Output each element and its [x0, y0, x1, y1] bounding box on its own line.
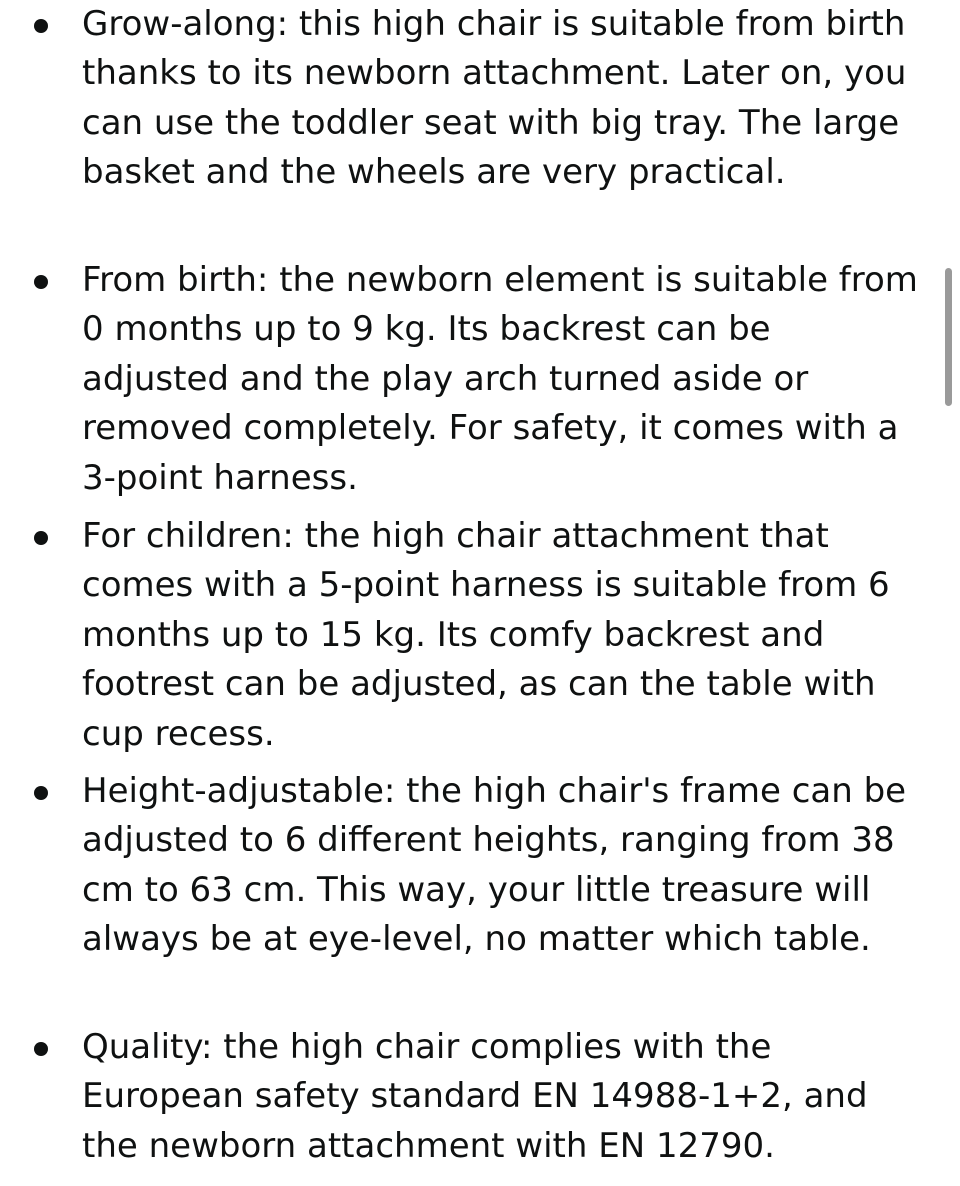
bullet-item-from-birth	[0, 256, 960, 503]
bullet-text: Quality: the high chair complies with the European safety standard EN 14988-1+2, and the newborn attachment with EN 12790.	[82, 1027, 868, 1166]
vertical-scrollbar[interactable]	[945, 268, 952, 406]
bullet-item-grow-along	[0, 0, 960, 198]
bullet-dot-icon	[34, 275, 48, 289]
bullet-text: From birth: the newborn element is suitable from 0 months up to 9 kg. Its backrest can be adjusted and the play arch turned aside or removed completely. For safety, it comes with a 3-point harness.	[82, 260, 918, 498]
bullet-item-height-adjustable	[0, 767, 960, 965]
bullet-text: Height-adjustable: the high chair's frame can be adjusted to 6 different heights, ranging from 38 cm to 63 cm. This way, your little treasure will always be at eye-level, no matter which table.	[82, 771, 907, 960]
bullet-item-quality	[0, 1023, 960, 1171]
bullet-item-for-children	[0, 512, 960, 759]
bullet-text: Grow-along: this high chair is suitable from birth thanks to its newborn attachment. Later on, you can use the toddler seat with big tray. The large basket and the wheels are very practical.	[82, 4, 907, 193]
bullet-text: For children: the high chair attachment that comes with a 5-point harness is suitable from 6 months up to 15 kg. Its comfy backrest and footrest can be adjusted, as can the table with cup recess.	[82, 516, 890, 754]
bullet-dot-icon	[34, 19, 48, 33]
bullet-dot-icon	[34, 531, 48, 545]
bullet-dot-icon	[34, 1042, 48, 1056]
bullet-dot-icon	[34, 786, 48, 800]
